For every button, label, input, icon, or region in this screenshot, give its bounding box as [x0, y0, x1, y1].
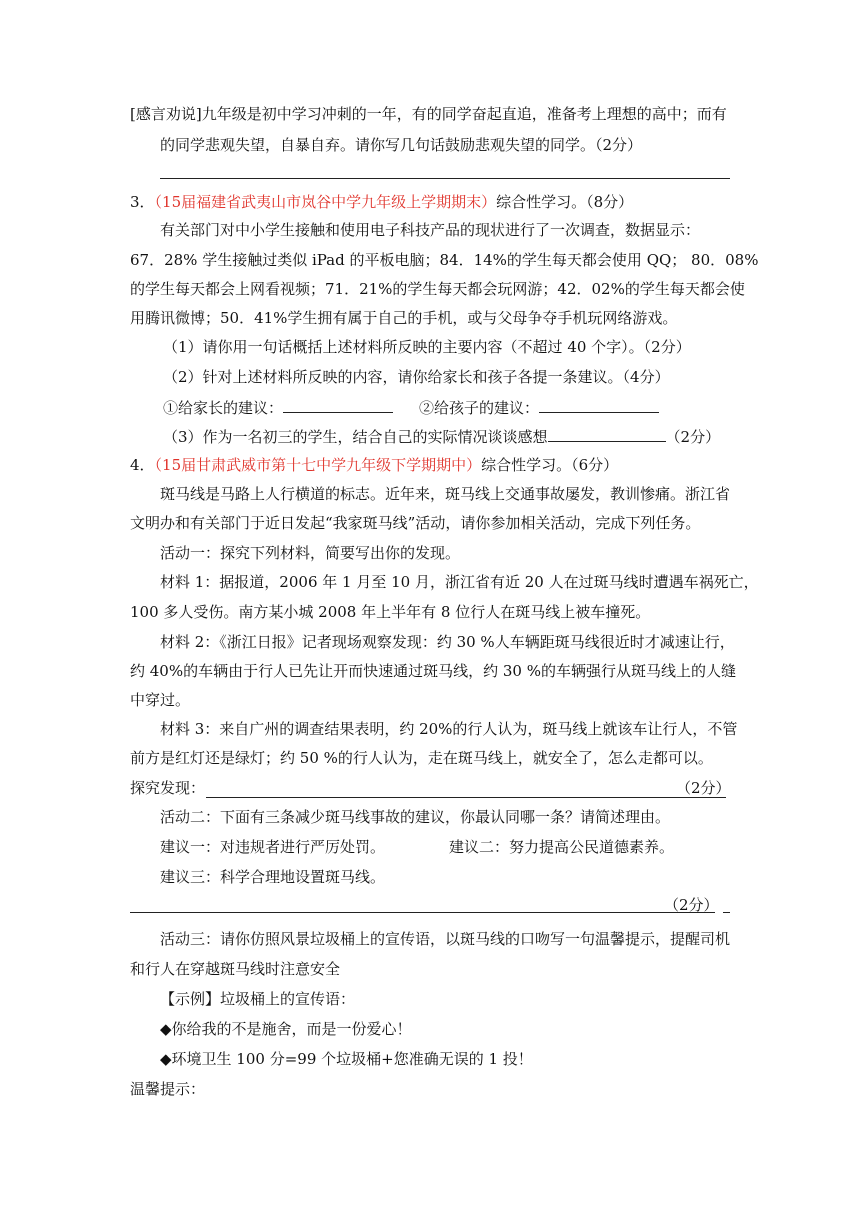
- activity-2: 活动二：下面有三条减少斑马线事故的建议，你最认同哪一条？请简述理由。: [160, 808, 671, 826]
- prev-question-line1: [感言劝说]九年级是初中学习冲刺的一年，有的同学奋起直追，准备考上理想的高中；而有: [130, 105, 727, 123]
- question-number: 3．: [130, 193, 155, 211]
- q3-paragraph-line: 67．28% 学生接触过类似 iPad 的平板电脑；84．14%的学生每天都会使用 QQ； 80．08%: [130, 251, 759, 269]
- findings-label: 探究发现：: [130, 779, 206, 797]
- answer-line-tail: [723, 912, 730, 913]
- q3-paragraph-line: 用腾讯微博；50．41%学生拥有属于自己的手机，或与父母争夺手机玩网络游戏。: [130, 309, 678, 327]
- q3-subquestion-3: （3）作为一名初三的学生，结合自己的实际情况谈谈感想 （2分）: [163, 425, 720, 447]
- material-2-line: 材料 2：《浙江日报》记者现场观察发现：约 30 %人车辆距斑马线很近时才减速让行，: [160, 633, 735, 651]
- parent-suggestion-blank[interactable]: [283, 396, 393, 413]
- q3-paragraph-line: 的学生每天都会上网看视频；71．21%的学生每天都会玩网游；42．02%的学生每天都会使: [130, 280, 745, 298]
- question-source: （15届甘肃武威市第十七中学九年级下学期期中）: [154, 456, 482, 474]
- q3-subquestion-1: （1）请你用一句话概括上述材料所反映的主要内容（不超过 40 个字）。（2分）: [163, 338, 691, 356]
- prev-question-line2: 的同学悲观失望，自暴自弃。请你写几句话鼓励悲观失望的同学。（2分）: [160, 136, 643, 154]
- suggestion-answer-blank[interactable]: [130, 912, 715, 913]
- q3-subquestion-2: （2）针对上述材料所反映的内容，请你给家长和孩子各提一条建议。（4分）: [163, 368, 670, 386]
- question-number: 4．: [130, 456, 155, 474]
- material-1-line: 100 多人受伤。南方某小城 2008 年上半年有 8 位行人在斑马线上被车撞死。: [130, 603, 651, 621]
- answer-line: [160, 178, 730, 179]
- material-2-line: 中穿过。: [130, 691, 191, 709]
- question-title: 综合性学习。（8分）: [496, 193, 634, 211]
- score-label: （2分）: [665, 428, 721, 446]
- parent-suggestion-label: ①给家长的建议：: [163, 399, 284, 417]
- material-3-line: 前方是红灯还是绿灯；约 50 %的行人认为，走在斑马线上，就安全了，怎么走都可以。: [130, 749, 713, 767]
- q4-paragraph-line: 斑马线是马路上人行横道的标志。近年来，斑马线上交通事故屡发，教训惨痛。浙江省: [160, 485, 731, 503]
- suggestion-1: 建议一：对违规者进行严厉处罚。: [160, 838, 386, 856]
- tip-label: 温馨提示：: [130, 1080, 206, 1098]
- material-2-line: 约 40%的车辆由于行人已先让开而快速通过斑马线，约 30 %的车辆强行从斑马线上的人缝: [130, 662, 736, 680]
- example-slogan: ◆环境卫生 100 分=99 个垃圾桶+您准确无误的 1 投！: [160, 1050, 533, 1068]
- score-label: （2分）: [664, 896, 719, 914]
- suggestion-2: 建议二：努力提高公民道德素养。: [449, 838, 675, 856]
- activity-1: 活动一：探究下列材料，简要写出你的发现。: [160, 544, 461, 562]
- question-source: （15届福建省武夷山市岚谷中学九年级上学期期末）: [154, 193, 497, 211]
- child-suggestion-blank[interactable]: [539, 396, 659, 413]
- material-3-line: 材料 3：来自广州的调查结果表明，约 20%的行人认为，斑马线上就该车让行人，不管: [160, 720, 738, 738]
- findings-blank[interactable]: [206, 797, 726, 798]
- child-suggestion-label: ②给孩子的建议：: [419, 399, 540, 417]
- question-4-header: [130, 455, 618, 475]
- material-1-line: 材料 1：据报道，2006 年 1 月至 10 月，浙江省有近 20 人在过斑马线时遭遇车祸死亡，: [160, 573, 759, 591]
- example-slogan: ◆你给我的不是施舍，而是一份爱心！: [160, 1020, 412, 1038]
- question-title: 综合性学习。（6分）: [481, 456, 619, 474]
- activity-3-line: 活动三：请你仿照风景垃圾桶上的宣传语，以斑马线的口吻写一句温馨提示，提醒司机: [160, 930, 731, 948]
- example-heading: 【示例】垃圾桶上的宣传语：: [160, 990, 356, 1008]
- score-label: （2分）: [676, 779, 731, 797]
- activity-3-line: 和行人在穿越斑马线时注意安全: [130, 960, 341, 978]
- question-3-header: [130, 192, 633, 212]
- q4-paragraph-line: 文明办和有关部门于近日发起“我家斑马线”活动，请你参加相关活动，完成下列任务。: [130, 514, 701, 532]
- suggestion-3: 建议三：科学合理地设置斑马线。: [160, 868, 386, 886]
- q3-suggestion-row: [163, 396, 659, 418]
- feeling-blank[interactable]: [548, 425, 666, 442]
- q3-paragraph-line: 有关部门对中小学生接触和使用电子科技产品的现状进行了一次调查，数据显示：: [160, 221, 701, 239]
